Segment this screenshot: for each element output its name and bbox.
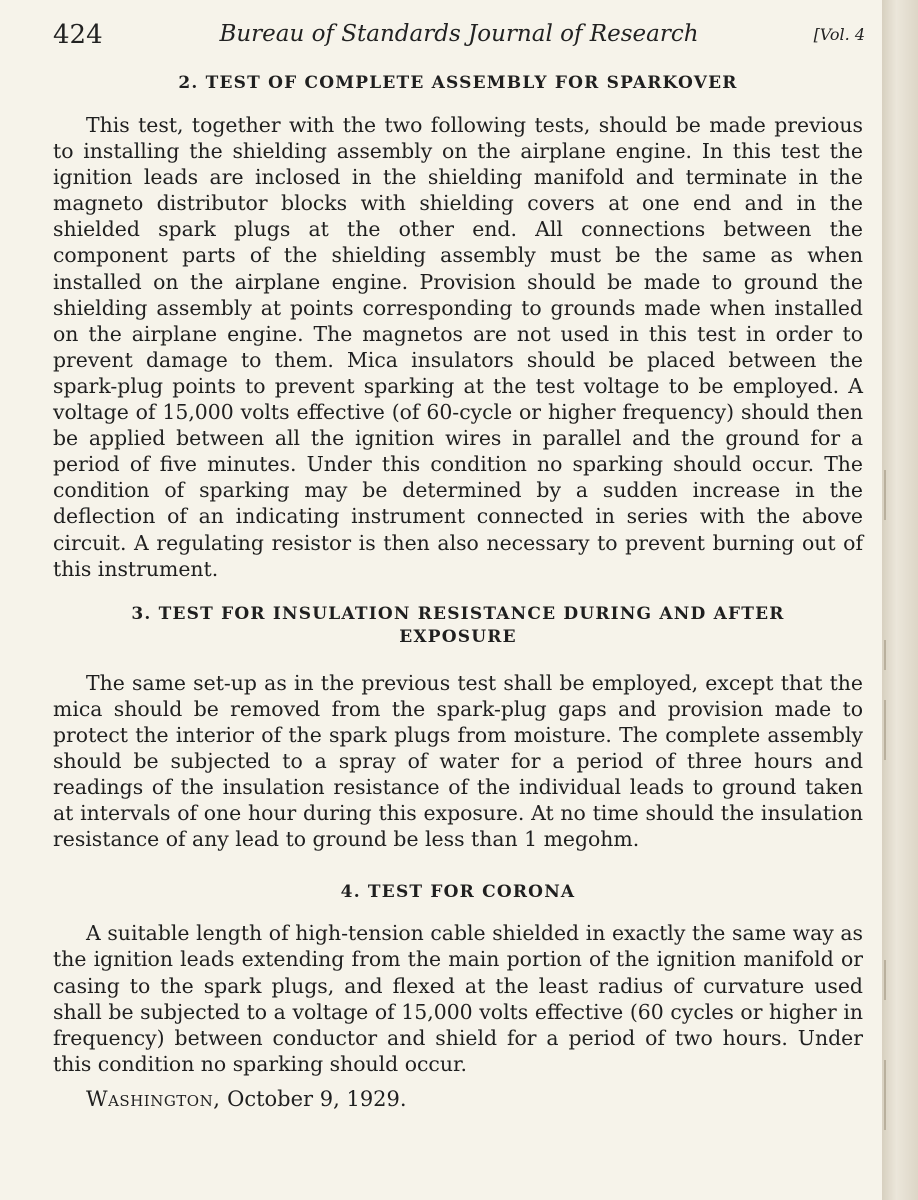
edge-mark <box>884 640 886 670</box>
dateline-date: October 9, 1929. <box>227 1086 407 1111</box>
dateline-city: Washington, <box>86 1086 221 1111</box>
section-2-paragraph: This test, together with the two following tests, should be made previous to installing the shielding assembly on the airplane engine. In this test the ignition leads are inclosed in the shielding manifold and terminate in the magneto distributor blocks with shielding covers at one end and in the shielded spark plugs at the other end. All connections between the component parts of the shielding assembly must be the same as when installed on the airplane engine. Provision should be made to ground the shielding assembly at points corresponding to grounds made when installed on the airplane engine. The magnetos are not used in this test in order to prevent damage to them. Mica insulators should be placed between the spark-plug points to prevent sparking at the test voltage to be employed. A voltage of 15,000 volts effective (of 60-cycle or higher frequency) should then be applied between all the ignition wires in parallel and the ground for a period of five minutes. Under this condition no sparking should occur. The condition of sparking may be determined by a sudden increase in the deflection of an indicating instrument connected in series with the above circuit. A regulating resistor is then also necessary to prevent burning out of this instrument. <box>53 113 863 581</box>
section-4-paragraph: A suitable length of high-tension cable shielded in exactly the same way as the ignition leads extending from the main portion of the ignition manifold or casing to the spark plugs, and flexed at the least radius of curvature used shall be subjected to a voltage of 15,000 volts effective (60 cycles or higher in frequency) between conductor and shield for a period of two hours. Under this condition no sparking should occur. <box>53 921 863 1076</box>
section-4-heading: 4. TEST FOR CORONA <box>340 882 576 903</box>
running-header <box>53 20 865 56</box>
edge-mark <box>884 960 886 1000</box>
section-3-heading: 3. TEST FOR INSULATION RESISTANCE DURING AND AFTER EXPOSURE <box>131 603 785 647</box>
dateline <box>53 1087 863 1111</box>
page-edge <box>882 0 918 1200</box>
edge-mark <box>884 1060 886 1130</box>
edge-mark <box>884 700 886 760</box>
volume-label: [Vol. 4 <box>813 25 865 44</box>
journal-title: Bureau of Standards Journal of Research <box>219 21 699 47</box>
article-body <box>53 72 863 1111</box>
edge-mark <box>884 470 886 520</box>
section-3-paragraph: The same set-up as in the previous test shall be employed, except that the mica should be removed from the spark-plug gaps and provision made to protect the interior of the spark plugs from moisture. The complete assembly should be subjected to a spray of water for a period of three hours and readings of the insulation resistance of the individual leads to ground taken at intervals of one hour during this exposure. At no time should the insulation resistance of any lead to ground be less than 1 megohm. <box>53 670 863 852</box>
page-number: 424 <box>53 20 103 50</box>
section-2-heading: 2. TEST OF COMPLETE ASSEMBLY FOR SPARKOVER <box>178 73 738 93</box>
